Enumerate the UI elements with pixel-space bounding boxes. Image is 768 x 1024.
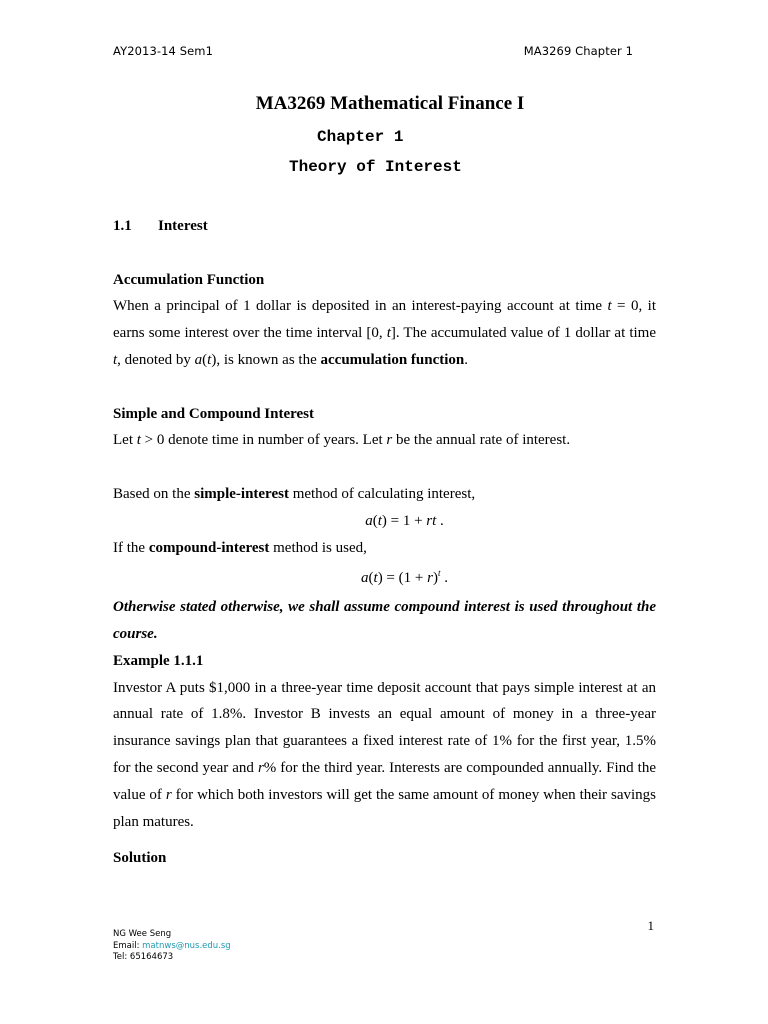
chapter-label: Chapter 1 (317, 128, 404, 146)
author-phone: Tel: 65164673 (113, 952, 174, 962)
author-name: NG Wee Seng (113, 929, 172, 939)
section-heading (113, 213, 656, 240)
compound-interest-paragraph: If the compound-interest method is used, (113, 539, 367, 556)
section-number: 1.1 (113, 218, 132, 234)
solution-heading: Solution (113, 850, 167, 867)
example-paragraph: Investor A puts $1,000 in a three-year time deposit account that pays simple interest at an annual rate of 1.8%. Investor B invests an equal amount of money in a three-year insurance savings plan that guarantees a fixed interest rate of 1% for the first year, 1.5% for the second year and r% for the third year. Interests are compounded annually. Find the value of r for which both investors will get the same amount of money when their savings plan matures. (113, 679, 657, 830)
example-heading: Example 1.1.1 (113, 652, 204, 669)
author-footer (113, 929, 231, 964)
definition-paragraph: Let t > 0 denote time in number of years. Let r be the annual rate of interest. (113, 432, 571, 449)
simple-interest-equation: a(t) = 1 + rt . (365, 512, 444, 529)
header-chapter: MA3269 Chapter 1 (523, 44, 633, 58)
document-title: MA3269 Mathematical Finance I (255, 93, 525, 114)
accumulation-heading: Accumulation Function (113, 271, 265, 288)
simple-interest-paragraph: Based on the simple-interest method of calculating interest, (113, 485, 476, 502)
section-title: Interest (158, 218, 208, 234)
header-course-term: AY2013-14 Sem1 (113, 44, 213, 58)
author-email-link[interactable]: matnws@nus.edu.sg (142, 940, 231, 951)
accumulation-paragraph: When a principal of 1 dollar is deposited in an interest-paying account at time t = 0, it earns some interest over the time interval [0, t]. The accumulated value of 1 dollar at time t, denoted by a(t), is known as the accumulation function. (113, 298, 656, 368)
term-compound-interest: compound-interest (148, 539, 270, 556)
page-number: 1 (647, 918, 654, 933)
term-simple-interest: simple-interest (194, 485, 289, 502)
author-email-line: Email: matnws@nus.edu.sg (113, 940, 231, 951)
chapter-subtitle: Theory of Interest (289, 158, 462, 176)
term-accumulation-function: accumulation function (320, 351, 465, 368)
assumption-note: Otherwise stated otherwise, we shall assume compound interest is used throughout the course. (113, 599, 656, 642)
simple-compound-heading: Simple and Compound Interest (113, 405, 315, 422)
compound-interest-equation: $a(t) = (1 + r)^t$ . (361, 568, 448, 587)
page-body (113, 213, 656, 872)
